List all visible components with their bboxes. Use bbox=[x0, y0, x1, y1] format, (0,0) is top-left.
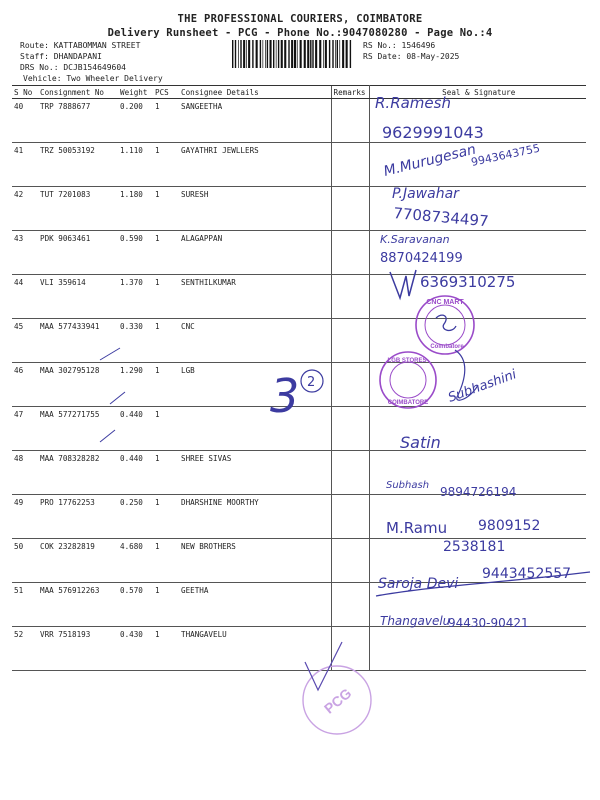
cell-pcs: 1 bbox=[153, 99, 179, 143]
table-row bbox=[12, 495, 586, 539]
cell-pcs: 1 bbox=[153, 407, 179, 451]
cell-pcs: 1 bbox=[153, 627, 179, 671]
pcg-stamp-text: PCG bbox=[320, 684, 355, 717]
col-consignment: Consignment No bbox=[38, 86, 118, 99]
cell-signature bbox=[369, 627, 586, 671]
table-row bbox=[12, 583, 586, 627]
cell-signature bbox=[369, 407, 586, 451]
cell-remarks bbox=[331, 99, 369, 143]
sign-49-phone: 9894726194 bbox=[440, 485, 517, 499]
cell-consignment: VLI 359614 bbox=[38, 275, 118, 319]
cell-remarks bbox=[331, 275, 369, 319]
cell-remarks bbox=[331, 363, 369, 407]
cell-pcs: 1 bbox=[153, 187, 179, 231]
cell-signature bbox=[369, 319, 586, 363]
cell-remarks bbox=[331, 231, 369, 275]
cell-consignment: MAA 708328282 bbox=[38, 451, 118, 495]
meta-rs-date: RS Date: 08-May-2025 bbox=[363, 52, 460, 61]
cell-consignee: CNC bbox=[179, 319, 331, 363]
cell-sno: 44 bbox=[12, 275, 38, 319]
header-subtitle: Delivery Runsheet - PCG - Phone No.:9047080280 - Page No.:4 bbox=[107, 27, 493, 39]
cell-remarks bbox=[331, 627, 369, 671]
sign-40-phone: 9629991043 bbox=[382, 123, 484, 142]
cell-weight: 0.430 bbox=[118, 627, 153, 671]
cell-sno: 45 bbox=[12, 319, 38, 363]
meta-rs-no: RS No.: 1546496 bbox=[363, 41, 436, 50]
col-pcs: PCS bbox=[153, 86, 179, 99]
cell-consignment: COK 23282819 bbox=[38, 539, 118, 583]
barcode bbox=[232, 40, 352, 68]
runsheet-table bbox=[12, 85, 586, 671]
sign-41-name: M.Murugesan bbox=[382, 141, 478, 180]
cell-pcs: 1 bbox=[153, 319, 179, 363]
sign-43-phone: 8870424199 bbox=[380, 251, 463, 266]
cell-weight: 1.110 bbox=[118, 143, 153, 187]
col-remarks: Remarks bbox=[331, 86, 369, 99]
sign-44-phone: 6369310275 bbox=[420, 273, 516, 291]
cell-consignee: LGB bbox=[179, 363, 331, 407]
cell-signature bbox=[369, 539, 586, 583]
cell-sno: 41 bbox=[12, 143, 38, 187]
cell-signature bbox=[369, 451, 586, 495]
cell-consignee: NEW BROTHERS bbox=[179, 539, 331, 583]
col-signature: Seal & Signature bbox=[369, 86, 586, 99]
table-row bbox=[12, 99, 586, 143]
cell-weight: 1.180 bbox=[118, 187, 153, 231]
meta-route: Route: KATTABOMMAN STREET bbox=[20, 41, 141, 50]
table-row bbox=[12, 231, 586, 275]
cell-remarks bbox=[331, 187, 369, 231]
cell-signature bbox=[369, 583, 586, 627]
sign-49-name: Subhash bbox=[386, 480, 430, 491]
cell-weight: 0.570 bbox=[118, 583, 153, 627]
cell-remarks bbox=[331, 319, 369, 363]
table-header-row bbox=[12, 86, 586, 99]
sign-52-phone: 94430-90421 bbox=[448, 616, 529, 630]
cell-consignee: SURESH bbox=[179, 187, 331, 231]
cell-consignment: PDK 9063461 bbox=[38, 231, 118, 275]
cell-weight: 1.290 bbox=[118, 363, 153, 407]
meta-vehicle: Vehicle: Two Wheeler Delivery bbox=[23, 74, 163, 83]
cell-remarks bbox=[331, 539, 369, 583]
cell-consignment: VRR 7518193 bbox=[38, 627, 118, 671]
sign-42-name: P.Jawahar bbox=[392, 186, 459, 202]
table-row bbox=[12, 319, 586, 363]
cell-weight: 0.440 bbox=[118, 451, 153, 495]
lgb-stamp-bottom: COIMBATORE bbox=[387, 400, 429, 406]
cell-pcs: 1 bbox=[153, 143, 179, 187]
cell-remarks bbox=[331, 451, 369, 495]
cnc-stamp-name: CNC MART bbox=[426, 299, 464, 306]
cell-sno: 49 bbox=[12, 495, 38, 539]
cell-consignee: SENTHILKUMAR bbox=[179, 275, 331, 319]
cell-consignee: GEETHA bbox=[179, 583, 331, 627]
table-row bbox=[12, 363, 586, 407]
cell-sno: 42 bbox=[12, 187, 38, 231]
table-row bbox=[12, 143, 586, 187]
cell-pcs: 1 bbox=[153, 495, 179, 539]
cell-signature bbox=[369, 187, 586, 231]
cnc-stamp-city: Coimbatore bbox=[430, 344, 464, 350]
cell-signature bbox=[369, 143, 586, 187]
cell-consignment: MAA 576912263 bbox=[38, 583, 118, 627]
cell-consignment: PRO 17762253 bbox=[38, 495, 118, 539]
sign-47-name: Subhashini bbox=[446, 367, 519, 406]
cell-signature bbox=[369, 99, 586, 143]
sign-50-name: M.Ramu bbox=[386, 519, 448, 537]
lgb-stamp-top: LGB STORES bbox=[387, 358, 427, 364]
sign-50-phone: 9809152 bbox=[478, 518, 541, 534]
sign-43-name: K.Saravanan bbox=[380, 233, 450, 246]
cell-pcs: 1 bbox=[153, 363, 179, 407]
sign-50-phone2: 2538181 bbox=[443, 539, 506, 555]
cell-sno: 40 bbox=[12, 99, 38, 143]
cell-remarks bbox=[331, 143, 369, 187]
cell-weight: 0.200 bbox=[118, 99, 153, 143]
meta-drs: DRS No.: DCJB154649604 bbox=[20, 63, 126, 72]
cell-remarks bbox=[331, 583, 369, 627]
cell-weight: 0.590 bbox=[118, 231, 153, 275]
count-46-circle: 2 bbox=[307, 375, 316, 390]
cell-consignment: MAA 577271755 bbox=[38, 407, 118, 451]
cell-weight: 0.330 bbox=[118, 319, 153, 363]
cell-weight: 0.440 bbox=[118, 407, 153, 451]
table-row bbox=[12, 539, 586, 583]
cell-pcs: 1 bbox=[153, 275, 179, 319]
cell-consignee bbox=[179, 407, 331, 451]
cell-pcs: 1 bbox=[153, 451, 179, 495]
sign-52-name: Thangavelu bbox=[380, 614, 451, 628]
cell-signature bbox=[369, 231, 586, 275]
col-consignee: Consignee Details bbox=[179, 86, 331, 99]
cell-consignment: MAA 577433941 bbox=[38, 319, 118, 363]
cell-weight: 0.250 bbox=[118, 495, 153, 539]
count-46: 3 bbox=[270, 369, 300, 423]
cell-weight: 4.680 bbox=[118, 539, 153, 583]
cell-sno: 50 bbox=[12, 539, 38, 583]
cell-pcs: 1 bbox=[153, 539, 179, 583]
cell-consignee: SANGEETHA bbox=[179, 99, 331, 143]
cell-signature bbox=[369, 275, 586, 319]
cell-consignment: TUT 7201083 bbox=[38, 187, 118, 231]
cell-sno: 48 bbox=[12, 451, 38, 495]
sign-48-name: Satin bbox=[400, 433, 441, 452]
sign-51-name: Saroja Devi bbox=[378, 576, 459, 592]
cell-consignment: TRZ 50053192 bbox=[38, 143, 118, 187]
header-title: THE PROFESSIONAL COURIERS, COIMBATORE bbox=[177, 13, 423, 25]
meta-staff: Staff: DHANDAPANI bbox=[20, 52, 102, 61]
cell-sno: 46 bbox=[12, 363, 38, 407]
cell-remarks bbox=[331, 407, 369, 451]
cell-signature bbox=[369, 495, 586, 539]
cell-remarks bbox=[331, 495, 369, 539]
cell-consignment: TRP 7888677 bbox=[38, 99, 118, 143]
cell-consignee: DHARSHINE MOORTHY bbox=[179, 495, 331, 539]
col-sno: S No bbox=[12, 86, 38, 99]
sign-40-name: R.Ramesh bbox=[375, 94, 451, 112]
cell-weight: 1.370 bbox=[118, 275, 153, 319]
sign-51-phone: 9443452557 bbox=[482, 566, 572, 582]
sign-42-phone: 7708734497 bbox=[392, 204, 490, 231]
col-weight: Weight bbox=[118, 86, 153, 99]
cell-sno: 47 bbox=[12, 407, 38, 451]
cell-pcs: 1 bbox=[153, 231, 179, 275]
cell-signature bbox=[369, 363, 586, 407]
cell-consignee: THANGAVELU bbox=[179, 627, 331, 671]
table-row bbox=[12, 407, 586, 451]
cell-sno: 52 bbox=[12, 627, 38, 671]
cell-sno: 43 bbox=[12, 231, 38, 275]
cell-consignee: GAYATHRI JEWLLERS bbox=[179, 143, 331, 187]
sign-41-phone: 9943643755 bbox=[469, 141, 542, 169]
cell-pcs: 1 bbox=[153, 583, 179, 627]
table-row bbox=[12, 275, 586, 319]
cell-sno: 51 bbox=[12, 583, 38, 627]
table-row bbox=[12, 451, 586, 495]
cell-consignee: ALAGAPPAN bbox=[179, 231, 331, 275]
cell-consignee: SHREE SIVAS bbox=[179, 451, 331, 495]
cell-consignment: MAA 302795128 bbox=[38, 363, 118, 407]
table-row bbox=[12, 627, 586, 671]
table-row bbox=[12, 187, 586, 231]
